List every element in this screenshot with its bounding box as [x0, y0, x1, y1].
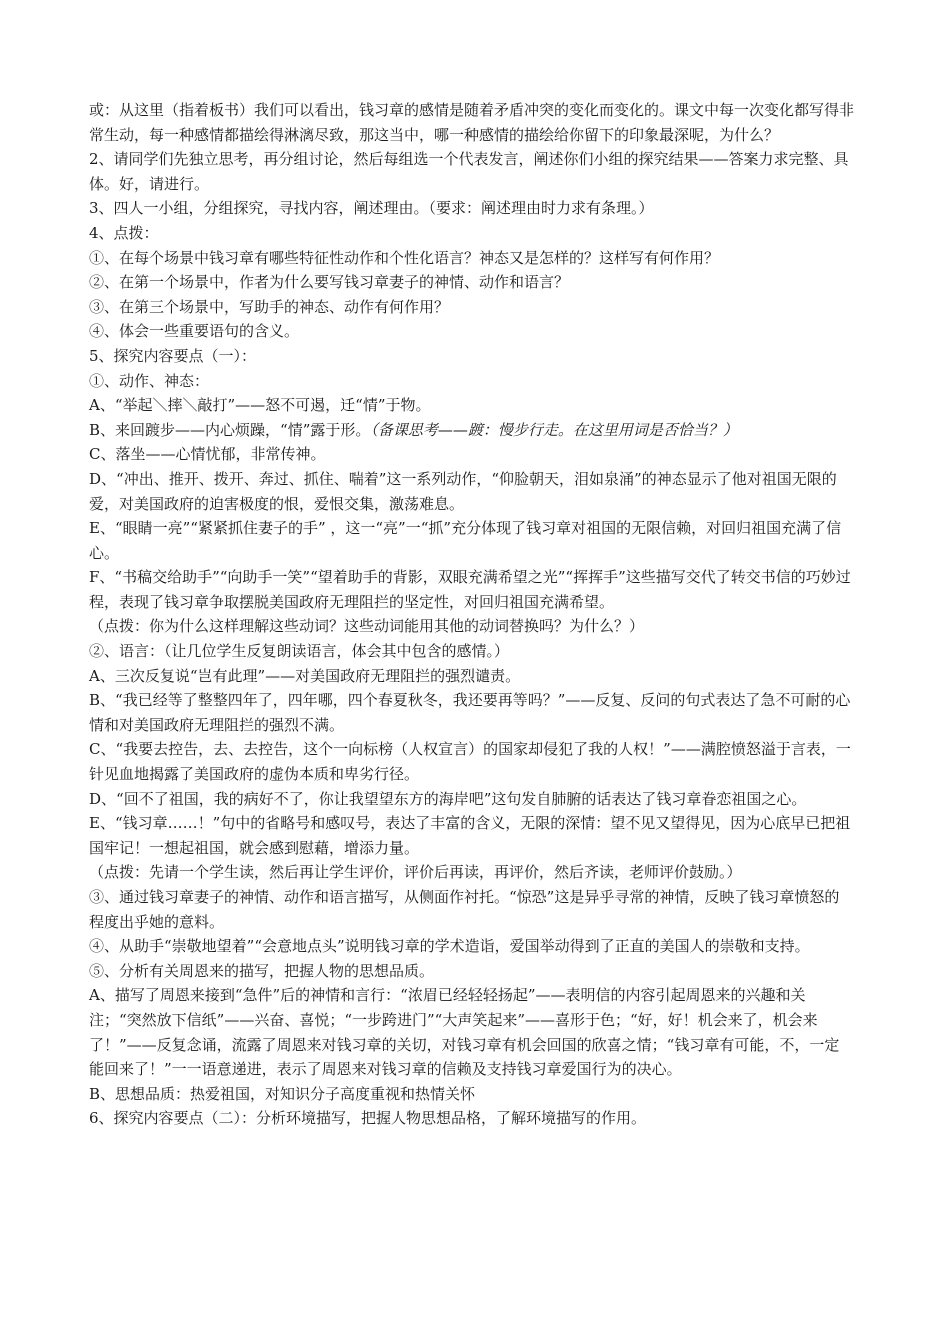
paragraph: ⑤、分析有关周恩来的描写，把握人物的思想品质。: [89, 961, 435, 980]
paragraph: ④、体会一些重要语句的含义。: [89, 322, 300, 341]
paragraph: 2、请同学们先独立思考，再分组讨论，然后每组选一个代表发言，阐述你们小组的探究结果——答案力求完整、具体。好，请进行。: [89, 150, 849, 193]
paragraph: 5、探究内容要点（一）：: [89, 346, 257, 365]
paragraph: 3、四人一小组，分组探究，寻找内容，阐述理由。（要求：阐述理由时力求有条理。）: [89, 199, 654, 218]
paragraph: C、“我要去控告，去、去控告，这个一向标榜（人权宣言）的国家却侵犯了我的人权！”——满腔愤怒溢于言表，一针见血地揭露了美国政府的虚伪本质和卑劣行径。: [89, 740, 851, 784]
paragraph: F、“书稿交给助手”“向助手一笑”“望着助手的背影，双眼充满希望之光”“挥挥手”这些描写交代了转交书信的巧妙过程，表现了钱习章争取摆脱美国政府无理阻拦的坚定性，对回归祖国充满希望。: [89, 568, 851, 611]
paragraph: 4、点拨：: [89, 223, 159, 242]
paragraph: ④、从助手“崇敬地望着”“会意地点头”说明钱习章的学术造诣，爱国举动得到了正直的美国人的崇敬和支持。: [89, 937, 810, 956]
paragraph: ②、在第一个场景中，作者为什么要写钱习章妻子的神情、动作和语言？: [89, 273, 570, 292]
paragraph: A、描写了周恩来接到“急件”后的神情和言行：“浓眉已经轻轻扬起”——表明信的内容引起周恩来的兴趣和关注；“突然放下信纸”——兴奋、喜悦；“一步跨进门”“大声笑起来”——喜形于色；“好，好！机会来了，机会来了！”——反复念诵，流露了周恩来对钱习章的关切，对钱习章有机会回国的欣喜之情；“钱习章有可能，不，一定能回来了！”一一语意递进，表示了周恩来对钱习章的信赖及支持钱习章爱国行为的决心。: [89, 986, 840, 1079]
paragraph: B、思想品质：热爱祖国，对知识分子高度重视和热情关怀: [89, 1084, 476, 1103]
paragraph: A、三次反复说“岂有此理”——对美国政府无理阻拦的强烈谴责。: [89, 666, 521, 685]
paragraph: D、“回不了祖国，我的病好不了，你让我望望东方的海岸吧”这句发自肺腑的话表达了钱习章眷恋祖国之心。: [89, 789, 807, 808]
paragraph: 6、探究内容要点（二）：分析环境描写，把握人物思想品格，了解环境描写的作用。: [89, 1109, 647, 1128]
paragraph: （点拨：你为什么这样理解这些动词？这些动词能用其他的动词替换吗？为什么？）: [89, 617, 645, 636]
paragraph: ②、语言：（让几位学生反复朗读语言，体会其中包含的感情。）: [89, 642, 510, 661]
paragraph: A、“举起＼摔＼敲打”——怒不可遏，迁“情”于物。: [89, 396, 431, 415]
paragraph: B、“我已经等了整整四年了，四年哪，四个春夏秋冬，我还要再等吗？”——反复、反问的句式表达了急不可耐的心情和对美国政府无理阻拦的强烈不满。: [89, 691, 851, 734]
lesson-prep-note: （备课思考——踱：慢步行走。在这里用词是否恰当？）: [370, 420, 738, 439]
paragraph: D、“冲出、推开、拨开、奔过、抓住、喘着”这一系列动作，“仰脸朝天，泪如泉涌”的神态显示了他对祖国无限的爱，对美国政府的迫害极度的恨，爱恨交集，激荡难息。: [89, 469, 837, 513]
paragraph: 或：从这里（指着板书）我们可以看出，钱习章的感情是随着矛盾冲突的变化而变化的。课文中每一次变化都写得非常生动，每一种感情都描绘得淋漓尽致，那这当中，哪一种感情的描绘给你留下的印象最深呢，为什么？: [89, 101, 855, 144]
paragraph: ①、在每个场景中钱习章有哪些特征性动作和个性化语言？神态又是怎样的？这样写有何作用？: [89, 248, 720, 267]
paragraph: C、落坐——心情忧郁，非常传神。: [89, 445, 326, 464]
paragraph: ③、在第三个场景中，写助手的神态、动作有何作用？: [89, 297, 450, 316]
paragraph: ③、通过钱习章妻子的神情、动作和语言描写，从侧面作衬托。“惊恐”这是异乎寻常的神情，反映了钱习章愤怒的程度出乎她的意料。: [89, 888, 840, 931]
paragraph: [89, 418, 854, 443]
paragraph: E、“钱习章……！”句中的省略号和感叹号，表达了丰富的含义，无限的深情：望不见又望得见，因为心底早已把祖国牢记！一想起祖国，就会感到慰藉，增添力量。: [89, 814, 851, 857]
paragraph: E、“眼睛一亮”“紧紧抓住妻子的手” ，这一“亮”一“抓”充分体现了钱习章对祖国的无限信赖，对回归祖国充满了信心。: [89, 519, 842, 562]
paragraph: （点拨：先请一个学生读，然后再让学生评价，评价后再读，再评价，然后齐读，老师评价鼓励。）: [89, 863, 742, 882]
paragraph-text: B、来回踱步——内心烦躁，“情”露于形。: [89, 420, 371, 439]
paragraph: ①、动作、神态：: [89, 371, 210, 390]
